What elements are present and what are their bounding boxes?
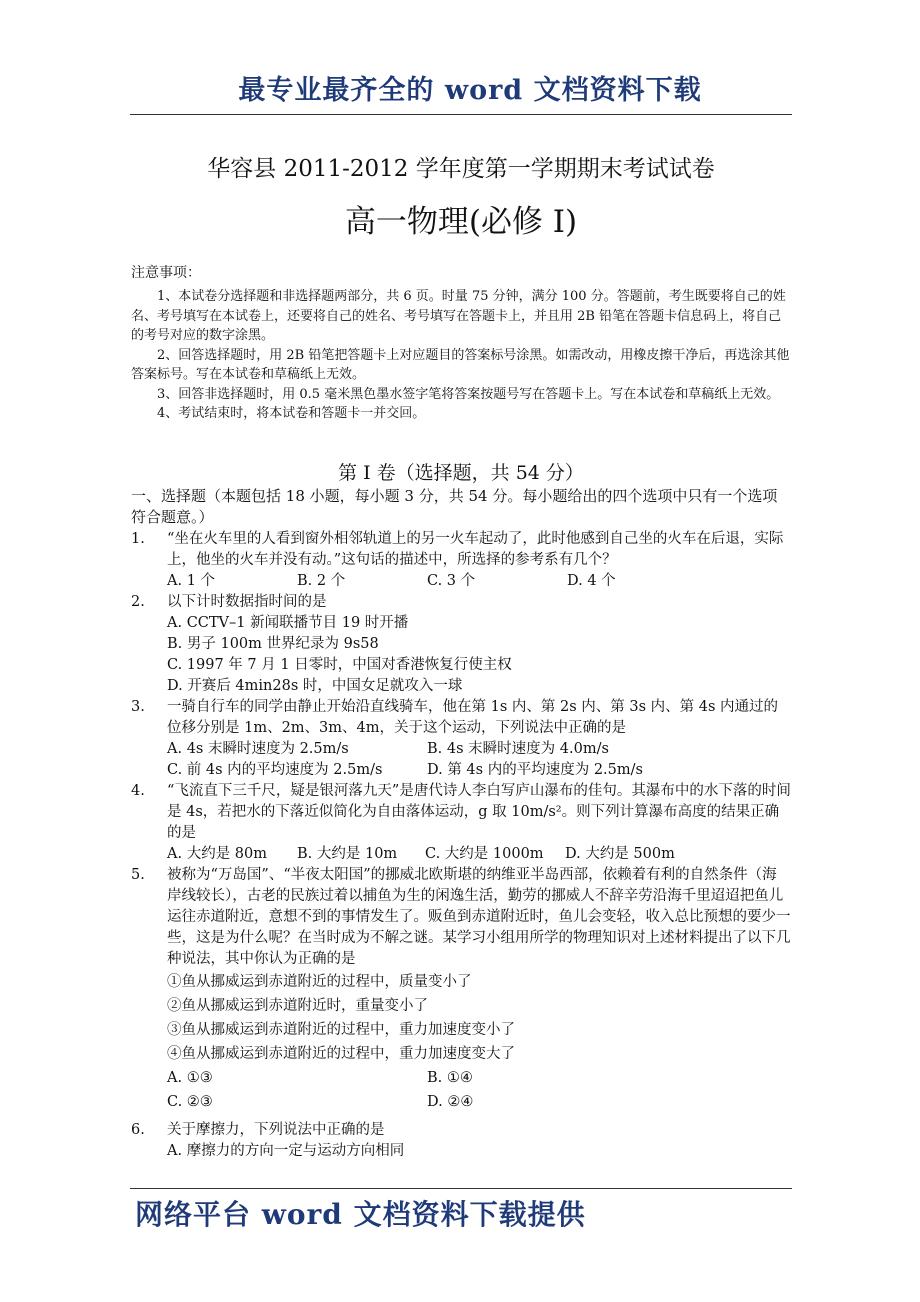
option: C. 大约是 1000m [425, 846, 544, 862]
question-number: 5. [131, 867, 145, 883]
header-rule [130, 114, 792, 115]
option: C. 1997 年 7 月 1 日零时，中国对香港恢复行使主权 [167, 657, 512, 673]
option: A. 1 个 [167, 573, 216, 589]
section-title: 第 I 卷（选择题，共 54 分） [338, 462, 584, 484]
option: B. 4s 末瞬时速度为 4.0m/s [427, 741, 609, 757]
footer-banner: 网络平台 word 文档资料下载提供 [135, 1198, 586, 1231]
question-number: 4. [131, 783, 145, 799]
header-banner: 最专业最齐全的 word 文档资料下载 [238, 75, 702, 106]
option: C. ②③ [167, 1094, 213, 1110]
question-stem: 一骑自行车的同学由静止开始沿直线骑车，他在第 1s 内、第 2s 内、第 3s 内、第 4s 内通过的位移分别是 1m、2m、3m、4m，关于这个运动，下列说法中正确的是 [167, 699, 779, 736]
footer-rule [130, 1188, 792, 1189]
option-row [167, 571, 791, 592]
option: A. CCTV–1 新闻联播节目 19 时开播 [167, 615, 409, 631]
section-intro: 一、选择题（本题包括 18 小题，每小题 3 分，共 54 分。每小题给出的四个选项中只有一个选项符合题意。） [131, 487, 778, 526]
option-row [167, 760, 791, 781]
option: D. 4 个 [567, 573, 616, 589]
option-row [167, 1066, 791, 1090]
statement: ②鱼从挪威运到赤道附近时，重量变小了 [167, 998, 428, 1014]
option: D. 大约是 500m [565, 846, 675, 862]
statement: ①鱼从挪威运到赤道附近的过程中，质量变小了 [167, 974, 472, 990]
option: C. 前 4s 内的平均速度为 2.5m/s [167, 762, 383, 778]
question-stem: 以下计时数据指时间的是 [167, 594, 327, 610]
option: B. 男子 100m 世界纪录为 9s58 [167, 636, 379, 652]
notice-item: 1、本试卷分选择题和非选择题两部分，共 6 页。时量 75 分钟，满分 100 分。答题前，考生既要将自己的姓名、考号填写在本试卷上，还要将自己的姓名、考号填写在答题卡上，并且用 2B 铅笔在答题卡信息码上，将自己的考号对应的数字涂黑。 [131, 289, 786, 343]
question-number: 1. [131, 531, 145, 547]
option-row [167, 739, 791, 760]
question-number: 6. [131, 1122, 145, 1138]
exam-title: 华容县 2011-2012 学年度第一学期期末考试试卷 [207, 156, 715, 182]
option: D. 第 4s 内的平均速度为 2.5m/s [427, 762, 643, 778]
option: D. 开赛后 4min28s 时，中国女足就攻入一球 [167, 678, 463, 694]
option: C. 3 个 [427, 573, 476, 589]
notice-item: 2、回答选择题时，用 2B 铅笔把答题卡上对应题目的答案标号涂黑。如需改动，用橡皮擦干净后，再选涂其他答案标号。写在本试卷和草稿纸上无效。 [131, 347, 790, 382]
question-stem: 被称为“万岛国”、“半夜太阳国”的挪威北欧斯堪的纳维亚半岛西部，依赖着有利的自然条件（海岸线较长），古老的民族过着以捕鱼为生的闲逸生活，勤劳的挪威人不辞辛劳沿海千里迢迢把鱼儿运往赤道附近，意想不到的事情发生了。贩鱼到赤道附近时，鱼儿会变轻，收入总比预想的要少一些，这是为什么呢？在当时成为不解之谜。某学习小组用所学的物理知识对上述材料提出了以下几种说法，其中你认为正确的是 [167, 867, 791, 967]
option: A. ①③ [167, 1070, 213, 1086]
option: A. 摩擦力的方向一定与运动方向相同 [167, 1143, 405, 1159]
notice-list [131, 287, 791, 424]
notice-item: 3、回答非选择题时，用 0.5 毫米黑色墨水签字笔将答案按题号写在答题卡上。写在本试卷和草稿纸上无效。 [157, 386, 780, 402]
question-stem: “坐在火车里的人看到窗外相邻轨道上的另一火车起动了，此时他感到自己坐的火车在后退，实际上，他坐的火车并没有动。”这句话的描述中，所选择的参考系有几个？ [167, 531, 784, 568]
option-row [167, 844, 791, 865]
option: A. 大约是 80m [167, 846, 267, 862]
option: D. ②④ [427, 1094, 474, 1110]
option: B. 2 个 [297, 573, 346, 589]
statement: ③鱼从挪威运到赤道附近的过程中，重力加速度变小了 [167, 1022, 515, 1038]
question-list [131, 529, 791, 1162]
question [131, 697, 791, 781]
option: A. 4s 末瞬时速度为 2.5m/s [167, 741, 349, 757]
notice-item: 4、考试结束时，将本试卷和答题卡一并交回。 [157, 406, 426, 421]
question-number: 2. [131, 594, 145, 610]
question-stem: 关于摩擦力，下列说法中正确的是 [167, 1122, 385, 1138]
question [131, 529, 791, 592]
question [131, 865, 791, 1114]
option: B. 大约是 10m [297, 846, 398, 862]
question [131, 781, 791, 865]
option-row [167, 1090, 791, 1114]
exam-subtitle: 高一物理(必修 I) [344, 204, 578, 240]
statement: ④鱼从挪威运到赤道附近的过程中，重力加速度变大了 [167, 1046, 515, 1062]
question-stem: “飞流直下三千尺，疑是银河落九天”是唐代诗人李白写庐山瀑布的佳句。其瀑布中的水下落的时间是 4s，若把水的下落近似简化为自由落体运动，g 取 10m/s²。则下列计算瀑布高度的结果正确的是 [167, 783, 791, 841]
question [131, 592, 791, 697]
option: B. ①④ [427, 1070, 473, 1086]
question-number: 3. [131, 699, 145, 715]
question [131, 1120, 791, 1162]
notice-heading: 注意事项： [131, 265, 201, 281]
